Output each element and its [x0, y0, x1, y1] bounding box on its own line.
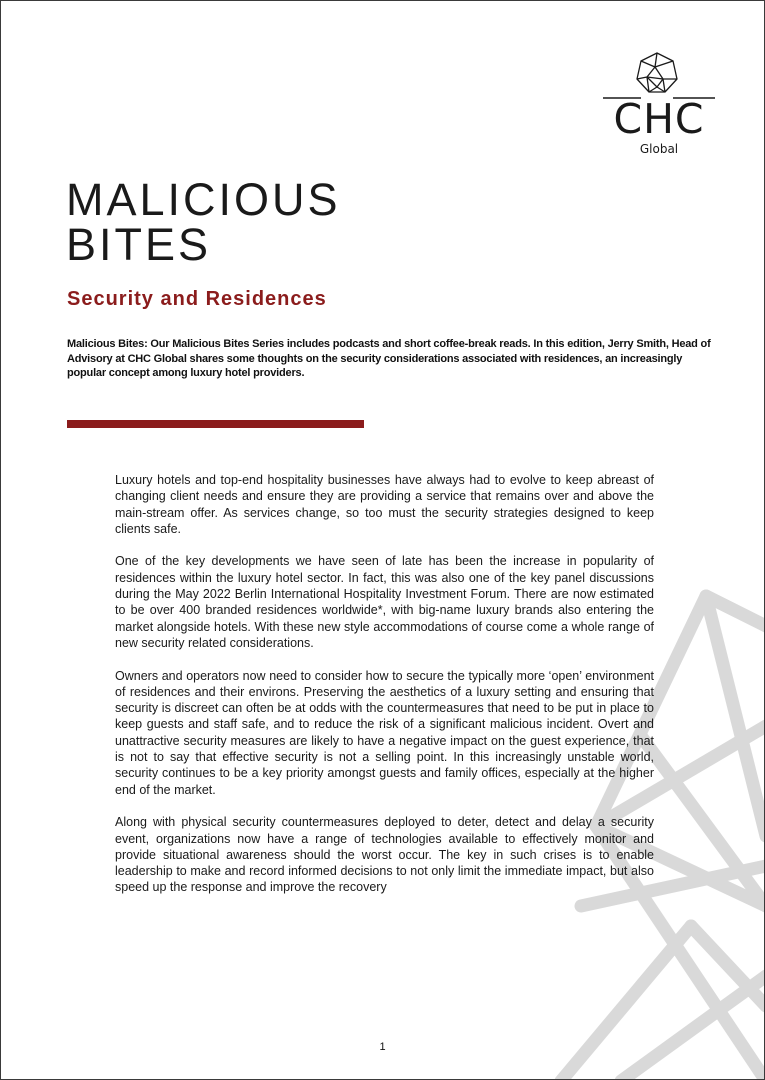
body-paragraph: Luxury hotels and top-end hospitality businesses have always had to evolve to keep abreast of changing client needs and ensure they are providing a service that remains over and above the main-stream offer. As services change, so too must the security strategies designed to keep clients safe.: [115, 473, 654, 536]
title-line-1: MALICIOUS: [66, 174, 341, 225]
document-subtitle: Security and Residences: [67, 288, 327, 310]
body-paragraph: Along with physical security countermeasures deployed to deter, detect and delay a security event, organizations now have a range of technologies available to effectively monitor and provide situational awareness should the worst occur. The key in such crises is to enable leadership to make and record informed decisions to not only limit the immediate impact, but also speed up the response and improve the recovery: [115, 815, 654, 895]
logo-wordmark: CHC: [613, 95, 705, 143]
accent-divider: [67, 420, 364, 428]
page-number: 1: [379, 1041, 386, 1053]
body-paragraph: Owners and operators now need to consider how to secure the typically more ‘open’ environment of residences and their environs. Preserving the aesthetics of a luxury setting and ensuring that security is discreet can often be at odds with the countermeasures that need to be put in place to keep guests and staff safe, and to reduce the risk of a significant malicious incident. Overt and unattractive security measures are likely to have a negative impact on the guest experience, that is not to say that effective security is not a selling point. In this increasingly unstable world, security continues to be a key priority amongst guests and family offices, especially at the higher end of the market.: [115, 668, 654, 797]
intro-paragraph: Malicious Bites: Our Malicious Bites Series includes podcasts and short coffee-break reads. In this edition, Jerry Smith, Head of Advisory at CHC Global shares some thoughts on the security considerations associated with residences, an increasingly popular concept among luxury hotel providers.: [67, 338, 711, 379]
document-title: [66, 174, 341, 270]
title-line-2: BITES: [66, 219, 212, 270]
body-paragraph: One of the key developments we have seen of late has been the increase in popularity of residences within the luxury hotel sector. In fact, this was also one of the key panel discussions during the May 2022 Berlin International Hospitality Investment Forum. There are now estimated to be over 400 branded residences worldwide*, with big-name luxury brands also entering the market alongside hotels. With these new style accommodations of course come a whole range of new security related considerations.: [115, 554, 654, 650]
article-body: [115, 472, 654, 912]
logo-subtitle: Global: [639, 142, 679, 156]
